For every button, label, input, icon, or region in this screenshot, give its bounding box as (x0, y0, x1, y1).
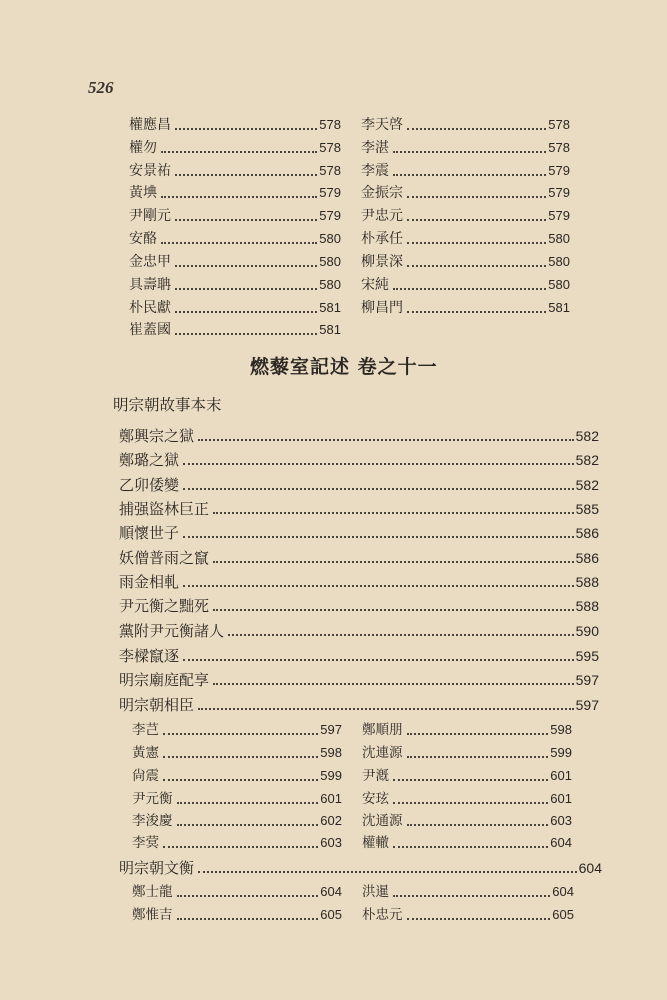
chapter-entry: 李樑竄逐 595 (119, 647, 599, 665)
literary-entry: 鄭惟吉 605 (132, 907, 342, 923)
chapter-entry: 黨附尹元衡諸人 590 (119, 622, 599, 640)
chapter-entry: 順懷世子 586 (119, 524, 599, 542)
minister-entry: 李浚慶 602 (132, 813, 342, 829)
index-entry: 黃㙉 579 (129, 185, 341, 201)
chapter-entry: 明宗朝文衡 604 (119, 859, 602, 877)
minister-entry: 尙震 599 (132, 768, 342, 784)
chapter-entry: 捕强盜林巨正 585 (119, 500, 599, 518)
literary-entry: 洪暹 604 (362, 884, 574, 900)
minister-entry: 沈通源 603 (362, 813, 572, 829)
chapter-entry: 明宗朝相臣 597 (119, 696, 599, 714)
minister-entry: 沈連源 599 (362, 745, 572, 761)
index-entry: 朴承任 580 (361, 231, 570, 247)
index-entry: 權勿 578 (129, 140, 341, 156)
chapter-entry: 明宗廟庭配享 597 (119, 671, 599, 689)
chapter-entry: 乙卯倭變 582 (119, 476, 599, 494)
index-entry: 尹忠元 579 (361, 208, 570, 224)
index-entry: 李湛 578 (361, 140, 570, 156)
chapter-entry: 鄭璐之獄 582 (119, 451, 599, 469)
minister-entry: 李蓂 603 (132, 835, 342, 851)
minister-entry: 安玹 601 (362, 791, 572, 807)
chapter-entry: 妖僧普雨之竄 586 (119, 549, 599, 567)
literary-entry: 鄭士龍 604 (132, 884, 342, 900)
index-entry: 柳昌門 581 (361, 300, 570, 316)
index-entry: 尹剛元 579 (129, 208, 341, 224)
page-number: 526 (88, 78, 114, 97)
index-entry: 崔蓋國 581 (129, 322, 341, 338)
index-entry: 朴民獻 581 (129, 300, 341, 316)
section-title: 明宗朝故事本末 (113, 396, 222, 414)
index-entry: 金忠甲 580 (129, 254, 341, 270)
chapter-entry: 鄭興宗之獄 582 (119, 427, 599, 445)
minister-entry: 黃憲 598 (132, 745, 342, 761)
minister-entry: 尹元衡 601 (132, 791, 342, 807)
index-entry: 權應昌 578 (129, 117, 341, 133)
minister-entry: 鄭順朋 598 (362, 722, 572, 738)
literary-entry: 朴忠元 605 (362, 907, 574, 923)
minister-entry: 李芑 597 (132, 722, 342, 738)
index-entry: 李天啓 578 (361, 117, 570, 133)
index-entry: 宋純 580 (361, 277, 570, 293)
index-entry: 安景祐 578 (129, 163, 341, 179)
minister-entry: 尹漑 601 (362, 768, 572, 784)
index-entry: 李震 579 (361, 163, 570, 179)
minister-entry: 權轍 604 (362, 835, 572, 851)
chapter-entry: 尹元衡之黜死 588 (119, 597, 599, 615)
index-entry: 具壽聃 580 (129, 277, 341, 293)
index-entry: 安酪 580 (129, 231, 341, 247)
volume-title: 燃藜室記述 卷之十一 (250, 356, 438, 378)
chapter-entry: 雨金相軋 588 (119, 573, 599, 591)
index-entry: 金振宗 579 (361, 185, 570, 201)
index-entry: 柳景深 580 (361, 254, 570, 270)
